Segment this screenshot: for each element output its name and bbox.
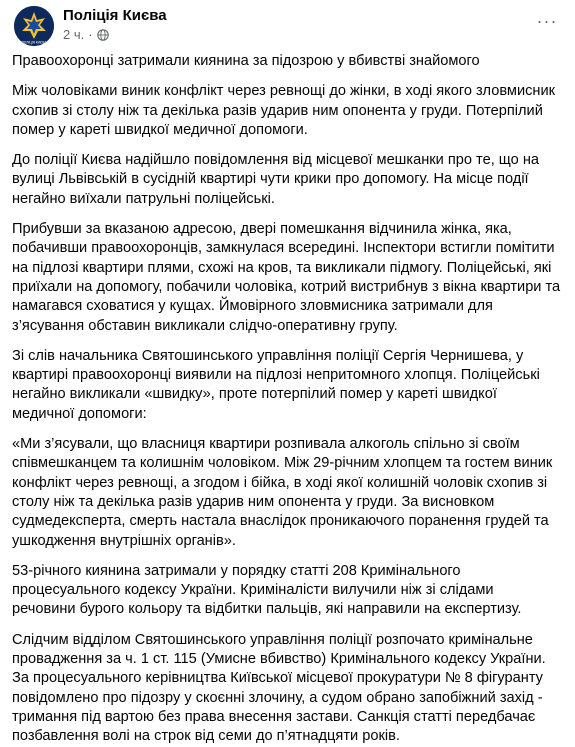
post-paragraph: Слідчим відділом Святошинського управління поліції розпочато кримінальне провадження за ч. 1 ст. 115 (Умисне вбивство) Кримінального кодексу України. За процесуального керівництва Київської місцевої прокуратури № 8 фігуранту повідомлено про підозру у скоєнні злочину, а судом обрано запобіжний захід - тримання під вартою без права внесення застави. Санкція статті передбачає позбавлення волі на строк від семи до п’ятнадцяти років.: [12, 631, 546, 745]
post-text: [6, 52, 565, 747]
avatar-caption: ПОЛІЦІЯ КИЄВА: [21, 40, 47, 45]
post-header: [6, 0, 565, 52]
meta-separator: ·: [88, 27, 93, 42]
post-quote: «Ми з’ясували, що власниця квартири розпивала алкоголь спільно зі своїм співмешканцем та колишнім чоловіком. Між 29-річним хлопцем та гостем виник конфлікт через ревнощі, а згодом і бійка, в ході якої колишній чоловік схопив зі столу ніж та декілька разів ударив ним опонента у груди. За висновком судмедексперта, смерть настала внаслідок проникаючого поранення грудей та ушкодження внутрішніх органів».: [12, 436, 553, 549]
post-time[interactable]: 2 ч.: [63, 27, 85, 42]
post-paragraph: Зі слів начальника Святошинського управління поліції Сергія Чернишева, у квартирі правоохоронці виявили на підлозі непритомного хлопця. Поліцейські негайно викликали «швидку», проте потерпілий помер у кареті швидкої медичної допомоги:: [12, 347, 540, 422]
post-meta: [63, 27, 109, 43]
post-headline: Правоохоронці затримали киянина за підозрою у вбивстві знайомого: [12, 53, 480, 69]
post-paragraph: Між чоловіками виник конфлікт через ревнощі до жінки, в ході якого зловмисник схопив зі столу ніж та декілька разів ударив ним опонента у груди. Потерпілий помер у кареті швидкої медичної допомоги.: [12, 83, 555, 138]
post-paragraph: 53-річного киянина затримали у порядку статті 208 Кримінального процесуального кодексу України. Криміналісти вилучили ніж зі слідами речовини бурого кольору та відбитки пальців, які направили на експертизу.: [12, 562, 522, 618]
avatar[interactable]: [14, 6, 54, 46]
more-options-icon[interactable]: ···: [536, 10, 558, 31]
post-paragraph: До поліції Києва надійшло повідомлення від місцевої мешканки про те, що на вулиці Львівській в сусідній квартирі чути крики про допомогу. На місце події негайно виїхали патрульні поліцейські.: [12, 152, 539, 207]
author-name[interactable]: Поліція Києва: [63, 7, 167, 24]
post-paragraph: Прибувши за вказаною адресою, двері помешкання відчинила жінка, яка, побачивши правоохоронців, замкнулася всередині. Інспектори встигли помітити на підлозі квартири плями, схожі на кров, та викликали підмогу. Поліцейські, які приїхали на допомогу, побачили чоловіка, котрий вистрибнув з вікна квартири та намагався сховатися у кущах. Ймовірного зловмисника затримали для з’ясування обставин викликали слідчо-оперативну групу.: [12, 221, 561, 334]
globe-icon: [97, 29, 109, 41]
police-badge-icon: [14, 6, 54, 46]
